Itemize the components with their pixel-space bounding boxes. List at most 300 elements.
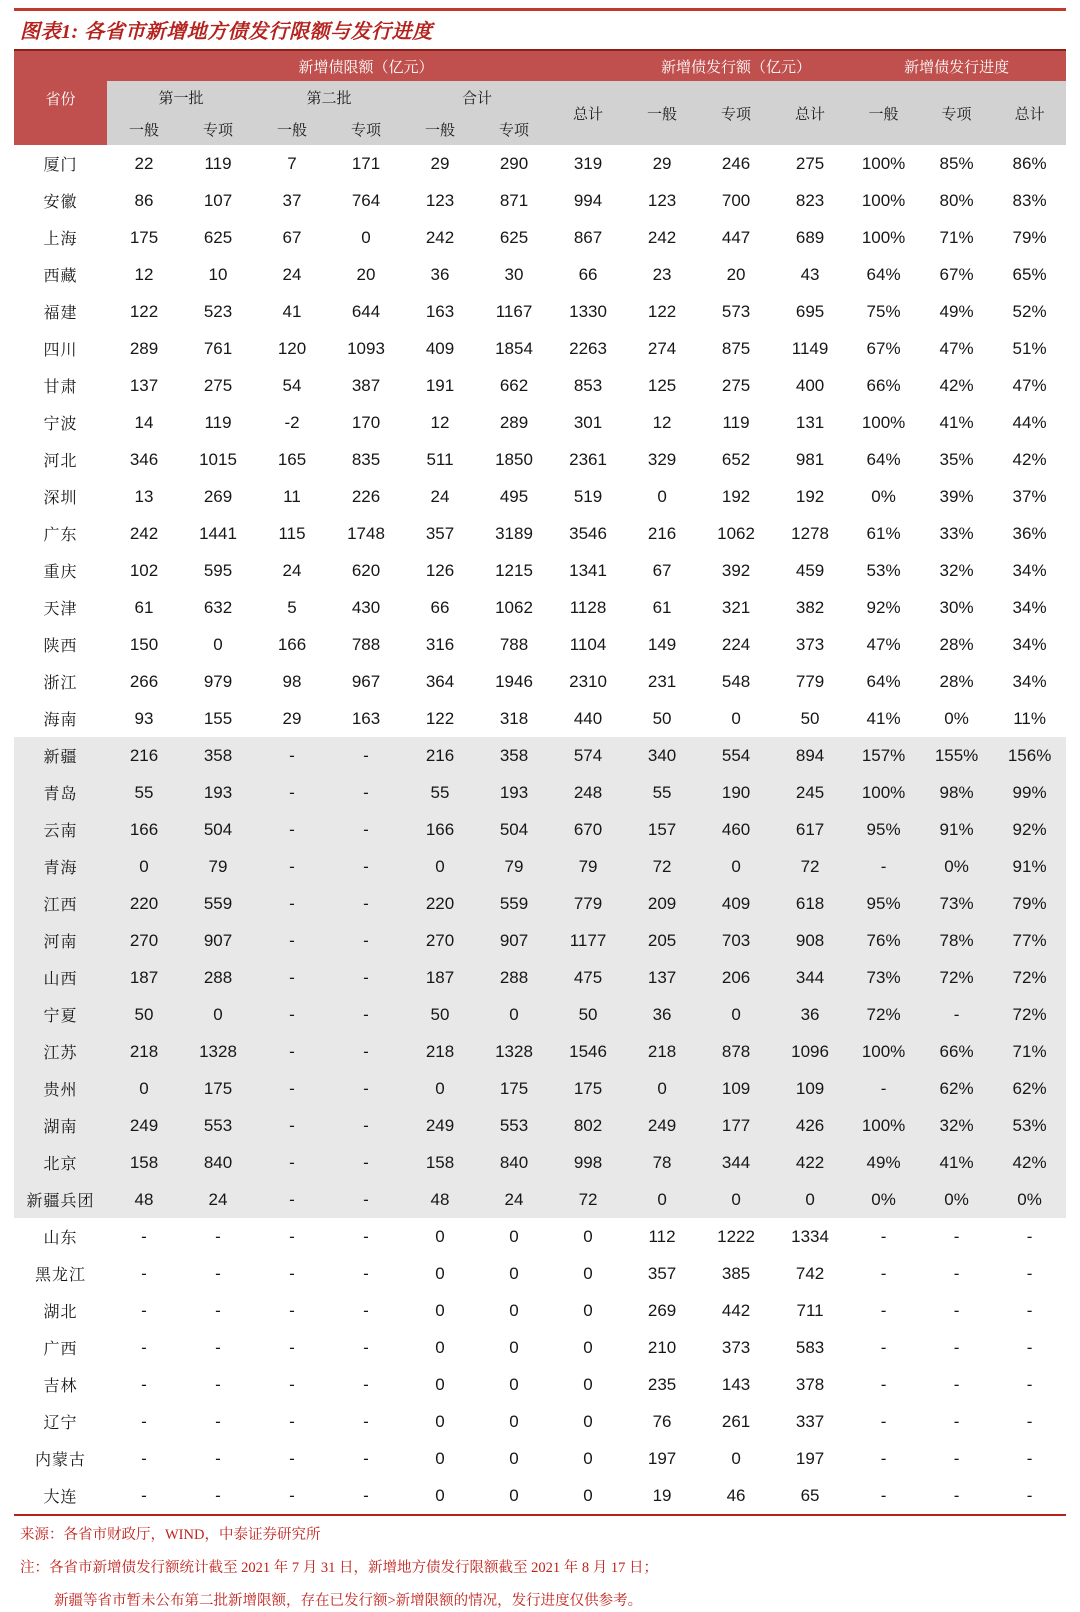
- cell: 34%: [1012, 671, 1047, 691]
- cell: 12: [134, 264, 154, 284]
- cell: 37%: [1012, 486, 1047, 506]
- cell: -: [255, 1181, 329, 1218]
- cell: 163: [351, 708, 381, 728]
- title-bar: [14, 11, 1066, 49]
- cell: 2361: [569, 449, 607, 469]
- cell: 0: [107, 848, 181, 885]
- cell: 0: [583, 1226, 593, 1246]
- table-row: [14, 848, 1066, 885]
- cell: 175: [181, 1070, 255, 1107]
- row-province: 上海: [43, 231, 78, 248]
- cell: 66%: [866, 375, 901, 395]
- local-bond-table: [14, 51, 1066, 1514]
- cell: 344: [699, 1144, 773, 1181]
- cell: 0: [731, 1448, 741, 1468]
- cell: 0: [583, 1448, 593, 1468]
- row-province: 湖南: [14, 1107, 107, 1144]
- cell: -: [880, 1337, 887, 1357]
- cell: 0%: [920, 1181, 993, 1218]
- table-row: [14, 515, 1066, 552]
- cell: 49%: [847, 1144, 920, 1181]
- cell: 175: [129, 227, 159, 247]
- cell: 187: [403, 959, 477, 996]
- cell: 190: [699, 774, 773, 811]
- cell: 269: [647, 1300, 677, 1320]
- cell: 573: [721, 301, 751, 321]
- cell: 823: [795, 190, 825, 210]
- cell: 249: [403, 1107, 477, 1144]
- cell: 0%: [993, 1181, 1066, 1218]
- cell: 0: [625, 1070, 699, 1107]
- cell: 100%: [847, 774, 920, 811]
- table-row: [14, 478, 1066, 515]
- cell: -: [255, 959, 329, 996]
- cell: -: [255, 737, 329, 774]
- header-col-sum-general: 一般: [403, 113, 477, 145]
- cell: 158: [403, 1144, 477, 1181]
- cell: 91%: [920, 811, 993, 848]
- cell: 66: [578, 264, 598, 284]
- cell: 72%: [993, 959, 1066, 996]
- cell: 0: [477, 996, 551, 1033]
- cell: 761: [203, 338, 233, 358]
- cell: -: [363, 1411, 369, 1431]
- cell: 29: [430, 153, 450, 173]
- cell: 42%: [1012, 449, 1047, 469]
- cell: 120: [277, 338, 307, 358]
- cell: 50: [403, 996, 477, 1033]
- table-row: [14, 1366, 1066, 1403]
- cell: 86: [134, 190, 154, 210]
- cell: 30%: [939, 597, 974, 617]
- table-row: [14, 441, 1066, 478]
- cell: 288: [181, 959, 255, 996]
- cell: 64%: [866, 449, 901, 469]
- cell: 907: [181, 922, 255, 959]
- row-province: 福建: [43, 305, 78, 322]
- table-row: [14, 1477, 1066, 1514]
- header-col-sum-special: 专项: [477, 113, 551, 145]
- cell: 0: [583, 1374, 593, 1394]
- cell: 1062: [717, 523, 755, 543]
- cell: 1093: [347, 338, 385, 358]
- cell: 66: [430, 597, 450, 617]
- cell: 618: [773, 885, 847, 922]
- cell: 192: [721, 486, 751, 506]
- cell: 11%: [1013, 708, 1046, 728]
- cell: -: [215, 1263, 221, 1283]
- cell: 61%: [866, 523, 901, 543]
- cell: 0: [773, 1181, 847, 1218]
- cell: 0: [435, 1263, 445, 1283]
- cell: 175: [551, 1070, 625, 1107]
- cell: 0: [657, 486, 667, 506]
- cell: 0: [583, 1300, 593, 1320]
- cell: 289: [499, 412, 529, 432]
- header-col-progress-special: 专项: [920, 81, 993, 145]
- cell: 119: [204, 153, 232, 173]
- header-col-b2-special: 专项: [329, 113, 403, 145]
- cell: -: [329, 1033, 403, 1070]
- cell: -: [880, 1485, 887, 1505]
- cell: 100%: [861, 227, 906, 247]
- cell: 50: [652, 708, 672, 728]
- cell: -: [215, 1485, 221, 1505]
- cell: -: [215, 1448, 221, 1468]
- cell: 270: [403, 922, 477, 959]
- cell: 66%: [920, 1033, 993, 1070]
- cell: 871: [499, 190, 529, 210]
- cell: 61: [652, 597, 672, 617]
- cell: 385: [721, 1263, 751, 1283]
- cell: -: [289, 1485, 295, 1505]
- cell: 36: [773, 996, 847, 1033]
- cell: -: [1026, 1300, 1033, 1320]
- cell: 1104: [569, 634, 607, 654]
- row-province: 甘肃: [43, 379, 78, 396]
- cell: 192: [795, 486, 825, 506]
- header-subgroup-batch1: 第一批: [107, 81, 255, 113]
- cell: 840: [181, 1144, 255, 1181]
- cell: 981: [795, 449, 825, 469]
- cell: 67%: [866, 338, 901, 358]
- cell: 24: [430, 486, 450, 506]
- cell: 137: [129, 375, 159, 395]
- cell: 92%: [866, 597, 901, 617]
- cell: 695: [795, 301, 825, 321]
- table-row: [14, 922, 1066, 959]
- cell: -: [329, 885, 403, 922]
- cell: 165: [277, 449, 307, 469]
- cell: 93: [134, 708, 154, 728]
- cell: 0: [509, 1263, 519, 1283]
- cell: -: [255, 1107, 329, 1144]
- cell: 39%: [939, 486, 974, 506]
- cell: -: [215, 1300, 221, 1320]
- cell: 187: [107, 959, 181, 996]
- cell: 689: [795, 227, 825, 247]
- cell: 1946: [495, 671, 533, 691]
- cell: 559: [181, 885, 255, 922]
- cell: 75%: [866, 301, 901, 321]
- cell: 475: [551, 959, 625, 996]
- cell: 205: [625, 922, 699, 959]
- cell: 0: [403, 1070, 477, 1107]
- cell: 7: [287, 153, 297, 173]
- cell: 155%: [920, 737, 993, 774]
- table-row: [14, 256, 1066, 293]
- cell: 867: [573, 227, 603, 247]
- cell: -: [953, 1300, 960, 1320]
- cell: 1215: [495, 560, 533, 580]
- cell: 0: [583, 1411, 593, 1431]
- cell: 0: [583, 1485, 593, 1505]
- header-col-b1-general: 一般: [107, 113, 181, 145]
- source-note: 来源：各省市财政厅，WIND，中泰证券研究所: [20, 1527, 321, 1543]
- cell: 197: [795, 1448, 825, 1468]
- cell: 0: [435, 1300, 445, 1320]
- header-group-quota: 新增债限额（亿元）: [107, 51, 625, 81]
- header-col-b2-general: 一般: [255, 113, 329, 145]
- cell: 48: [403, 1181, 477, 1218]
- cell: 246: [721, 153, 751, 173]
- cell: 644: [351, 301, 381, 321]
- row-province: 河南: [14, 922, 107, 959]
- cell: -: [141, 1337, 147, 1357]
- cell: 242: [425, 227, 455, 247]
- cell: -: [329, 1181, 403, 1218]
- cell: 1128: [569, 597, 607, 617]
- cell: 34%: [1012, 634, 1047, 654]
- cell: 44%: [1012, 412, 1047, 432]
- cell: 878: [699, 1033, 773, 1070]
- table-row: [14, 330, 1066, 367]
- table-row: [14, 552, 1066, 589]
- cell: -: [329, 996, 403, 1033]
- cell: 0%: [871, 486, 896, 506]
- cell: 24: [181, 1181, 255, 1218]
- cell: 373: [721, 1337, 751, 1357]
- table-row: [14, 1329, 1066, 1366]
- cell: -: [141, 1226, 147, 1246]
- table-row: [14, 700, 1066, 737]
- cell: -: [880, 1411, 887, 1431]
- cell: -: [1026, 1448, 1033, 1468]
- cell: 220: [107, 885, 181, 922]
- row-province: 云南: [14, 811, 107, 848]
- cell: 55: [625, 774, 699, 811]
- cell: 41%: [866, 708, 901, 728]
- cell: 875: [721, 338, 751, 358]
- cell: 92%: [993, 811, 1066, 848]
- cell: 49%: [939, 301, 974, 321]
- cell: 125: [647, 375, 677, 395]
- cell: 364: [425, 671, 455, 691]
- cell: 79%: [1012, 227, 1047, 247]
- cell: 269: [203, 486, 233, 506]
- cell: 86%: [1012, 153, 1047, 173]
- cell: 73%: [847, 959, 920, 996]
- cell: 158: [107, 1144, 181, 1181]
- header-col-issued-general: 一般: [625, 81, 699, 145]
- cell: 41%: [939, 412, 974, 432]
- cell: 19: [652, 1485, 672, 1505]
- cell: 0: [361, 227, 371, 247]
- cell: 112: [648, 1226, 676, 1246]
- cell: 218: [107, 1033, 181, 1070]
- cell: -: [141, 1485, 147, 1505]
- cell: 216: [403, 737, 477, 774]
- cell: 1341: [569, 560, 607, 580]
- cell: -: [329, 811, 403, 848]
- cell: 175: [477, 1070, 551, 1107]
- cell: 36: [430, 264, 450, 284]
- cell: 321: [721, 597, 751, 617]
- cell: 242: [129, 523, 159, 543]
- cell: 617: [773, 811, 847, 848]
- cell: -: [1026, 1485, 1033, 1505]
- header-province: 省份: [14, 51, 107, 145]
- cell: 73%: [920, 885, 993, 922]
- cell: 2263: [569, 338, 607, 358]
- cell: -: [880, 1374, 887, 1394]
- cell: -: [363, 1374, 369, 1394]
- cell: -: [363, 1226, 369, 1246]
- cell: 318: [499, 708, 529, 728]
- cell: 30: [504, 264, 524, 284]
- cell: 711: [796, 1300, 824, 1320]
- cell: 1149: [791, 338, 829, 358]
- cell: 907: [477, 922, 551, 959]
- cell: 274: [647, 338, 677, 358]
- table-row: [14, 774, 1066, 811]
- row-province: 河北: [43, 453, 78, 470]
- row-province: 四川: [43, 342, 78, 359]
- figure-title: 图表1: 各省市新增地方债发行限额与发行进度: [20, 21, 433, 43]
- cell: 495: [499, 486, 529, 506]
- cell: 357: [425, 523, 455, 543]
- cell: -: [363, 1337, 369, 1357]
- row-province: 宁波: [43, 416, 78, 433]
- cell: 0%: [920, 848, 993, 885]
- table-row: [14, 885, 1066, 922]
- cell: 72: [551, 1181, 625, 1218]
- cell: 95%: [847, 811, 920, 848]
- cell: 72%: [920, 959, 993, 996]
- cell: 275: [203, 375, 233, 395]
- cell: 61: [134, 597, 154, 617]
- cell: -: [215, 1374, 221, 1394]
- cell: 0: [509, 1226, 519, 1246]
- row-province: 青岛: [14, 774, 107, 811]
- cell: -: [289, 1337, 295, 1357]
- header-col-quota-total: 总计: [551, 81, 625, 145]
- cell: 553: [477, 1107, 551, 1144]
- cell: -: [289, 1448, 295, 1468]
- row-province: 浙江: [43, 675, 78, 692]
- cell: -: [329, 1070, 403, 1107]
- cell: 209: [625, 885, 699, 922]
- cell: 0: [583, 1263, 593, 1283]
- cell: 53%: [866, 560, 901, 580]
- cell: 98%: [920, 774, 993, 811]
- cell: 301: [573, 412, 603, 432]
- table-row: [14, 1033, 1066, 1070]
- cell: 191: [425, 375, 455, 395]
- cell: 632: [203, 597, 233, 617]
- cell: -: [215, 1226, 221, 1246]
- cell: 742: [795, 1263, 825, 1283]
- cell: 967: [351, 671, 381, 691]
- cell: 52%: [1012, 301, 1047, 321]
- cell: 71%: [993, 1033, 1066, 1070]
- cell: 197: [647, 1448, 677, 1468]
- header-group-progress: 新增债发行进度: [847, 51, 1066, 81]
- cell: 109: [699, 1070, 773, 1107]
- cell: 115: [278, 523, 306, 543]
- cell: 249: [625, 1107, 699, 1144]
- table-head: [14, 51, 1066, 145]
- cell: 0: [731, 708, 741, 728]
- cell: 0: [699, 996, 773, 1033]
- cell: -: [289, 1300, 295, 1320]
- cell: 36%: [1012, 523, 1047, 543]
- cell: -: [255, 922, 329, 959]
- cell: 0: [699, 1181, 773, 1218]
- cell: -: [847, 848, 920, 885]
- cell: 288: [477, 959, 551, 996]
- cell: 220: [403, 885, 477, 922]
- cell: 523: [203, 301, 233, 321]
- cell: 788: [499, 634, 529, 654]
- cell: 1748: [347, 523, 385, 543]
- cell: 0: [699, 848, 773, 885]
- cell: -: [329, 922, 403, 959]
- cell: 1222: [717, 1226, 755, 1246]
- row-province: 吉林: [43, 1378, 78, 1395]
- cell: 23: [652, 264, 672, 284]
- cell: 0: [435, 1226, 445, 1246]
- cell: 206: [699, 959, 773, 996]
- cell: 270: [107, 922, 181, 959]
- cell: -: [141, 1300, 147, 1320]
- cell: -: [329, 1107, 403, 1144]
- cell: 123: [647, 190, 677, 210]
- cell: 42%: [993, 1144, 1066, 1181]
- table-row: [14, 1070, 1066, 1107]
- cell: -: [1026, 1374, 1033, 1394]
- cell: 226: [351, 486, 381, 506]
- cell: 460: [699, 811, 773, 848]
- cell: 3546: [569, 523, 607, 543]
- cell: 12: [430, 412, 450, 432]
- table-row: [14, 959, 1066, 996]
- table-row: [14, 219, 1066, 256]
- cell: 0%: [944, 708, 969, 728]
- cell: 422: [773, 1144, 847, 1181]
- cell: -: [1026, 1337, 1033, 1357]
- cell: 100%: [847, 1107, 920, 1144]
- cell: 67: [652, 560, 672, 580]
- row-province: 天津: [43, 601, 78, 618]
- cell: 994: [573, 190, 603, 210]
- cell: 163: [425, 301, 455, 321]
- row-province: 宁夏: [14, 996, 107, 1033]
- cell: 275: [721, 375, 751, 395]
- cell: -: [880, 1263, 887, 1283]
- cell: 76%: [847, 922, 920, 959]
- cell: 0: [435, 1411, 445, 1431]
- cell: 123: [425, 190, 455, 210]
- cell: 583: [795, 1337, 825, 1357]
- row-province: 大连: [43, 1489, 78, 1506]
- cell: -: [289, 1411, 295, 1431]
- cell: 0: [509, 1337, 519, 1357]
- cell: 430: [351, 597, 381, 617]
- table-row: [14, 1292, 1066, 1329]
- cell: 32%: [920, 1107, 993, 1144]
- cell: 248: [551, 774, 625, 811]
- table-row: [14, 1403, 1066, 1440]
- cell: 47%: [939, 338, 974, 358]
- cell: 216: [107, 737, 181, 774]
- cell: -: [255, 996, 329, 1033]
- cell: -: [141, 1263, 147, 1283]
- cell: 459: [795, 560, 825, 580]
- header-subgroup-batch2: 第二批: [255, 81, 403, 113]
- cell: 1441: [199, 523, 237, 543]
- cell: -: [141, 1448, 147, 1468]
